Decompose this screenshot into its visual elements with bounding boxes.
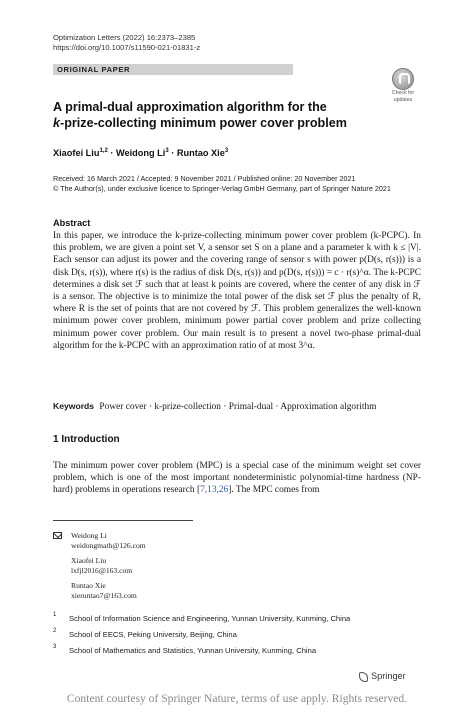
paper-title	[53, 99, 383, 131]
contact-name: Weidong Li	[71, 531, 107, 540]
contact-email[interactable]: weidongmath@126.com	[71, 541, 146, 550]
affiliation-text: School of Mathematics and Statistics, Yunnan University, Kunming, China	[69, 646, 317, 655]
check-for-updates-badge[interactable]	[388, 68, 418, 102]
article-type-bar	[53, 64, 293, 75]
title-line-2	[53, 115, 383, 131]
affiliation-number: 3	[53, 644, 57, 650]
intro-text-after: ]. The MPC comes from	[228, 485, 320, 496]
section-heading: 1 Introduction	[53, 434, 120, 445]
envelope-icon	[53, 532, 62, 539]
author-name[interactable]: Weidong Li	[115, 148, 166, 159]
author-list	[53, 148, 228, 158]
contact-name: Runtao Xie	[71, 581, 106, 590]
author-separator: ·	[107, 148, 116, 159]
contact-entry	[71, 531, 221, 551]
author-name[interactable]: Xiaofei Liu	[53, 148, 100, 159]
author-affiliation-marker: 3	[165, 148, 169, 154]
contact-entry	[71, 581, 221, 601]
contact-email[interactable]: xieruntao7@163.com	[71, 591, 137, 600]
title-k: k	[53, 116, 61, 130]
intro-text-before: The minimum power cover problem (MPC) is a special case of the minimum weight set cover problem, which is one of the most important nondeterministic polynomial-time hardness (NP-hard) problems in operations research [	[53, 461, 421, 496]
keywords	[53, 401, 433, 412]
affiliation-text: School of EECS, Peking University, Beijing, China	[69, 630, 237, 639]
publication-dates	[53, 174, 433, 194]
article-type-label: ORIGINAL PAPER	[57, 65, 131, 74]
badge-text-line2: updates	[393, 96, 413, 103]
badge-text-line1: Check for	[391, 90, 415, 96]
copyright-line: © The Author(s), under exclusive licence to Springer-Verlag GmbH Germany, part of Springer Nature 2021	[53, 184, 391, 193]
journal-citation: Optimization Letters (2022) 16:2373–2385	[53, 33, 196, 42]
doi-link[interactable]: https://doi.org/10.1007/s11590-021-01831-z	[53, 43, 201, 52]
contact-name: Xiaofei Liu	[71, 556, 107, 565]
citation-links[interactable]: 7,13,26	[200, 485, 229, 496]
keywords-label: Keywords	[53, 401, 95, 411]
affiliation-number: 2	[53, 628, 57, 634]
keywords-text: Power cover · k-prize-collection · Primal-dual · Approximation algorithm	[99, 402, 377, 412]
title-line-1: A primal-dual approximation algorithm for the	[53, 100, 327, 114]
bookmark-icon	[392, 68, 414, 90]
footnote-divider	[53, 520, 193, 521]
introduction-text	[53, 460, 421, 497]
abstract-text: In this paper, we introduce the k-prize-collecting minimum power cover problem (k-PCPC). In this problem, we are given a point set V, a sensor set S on a plane and a parameter k with k ≤ |V|. Each sensor can adjust its power and the covering range of sensor s with power p(D(s, r(s))) is a disk D(s, r(s)), where r(s) is the radius of disk D(s, r(s)) and p(D(s, r(s))) = c · r(s)^α. The k-PCPC determines a disk set ℱ such that at least k points are covered, where the center of any disk in ℱ is a sensor. The objective is to minimize the total power of the disk set ℱ plus the penalty of R, where R is the set of points that are not covered by ℱ. This problem generalizes the well-known minimum power cover problem, minimum power partial cover problem and prize collecting minimum power cover problem. Our main result is to present a novel two-phase primal-dual algorithm for the k-PCPC with an approximation ratio of at most 3^α.	[53, 231, 421, 351]
author-separator: ·	[168, 148, 177, 159]
publisher-logo	[371, 671, 406, 681]
received-accepted-line: Received: 16 March 2021 / Accepted: 9 November 2021 / Published online: 20 November 2021	[53, 174, 356, 183]
courtesy-notice: Content courtesy of Springer Nature, terms of use apply. Rights reserved.	[66, 692, 408, 705]
contact-entry	[71, 556, 221, 576]
contact-email[interactable]: lxfjl2016@163.com	[71, 566, 133, 575]
publisher-name: Springer	[371, 671, 406, 681]
author-name[interactable]: Runtao Xie	[176, 148, 225, 159]
affiliation-text: School of Information Science and Engineering, Yunnan University, Kunming, China	[69, 614, 351, 623]
author-affiliation-marker: 1,2	[99, 148, 108, 154]
author-affiliation-marker: 3	[224, 148, 229, 154]
title-line-2-rest: -prize-collecting minimum power cover problem	[60, 116, 347, 130]
abstract-heading: Abstract	[53, 218, 91, 228]
affiliation-number: 1	[53, 612, 57, 618]
springer-horse-icon	[359, 672, 368, 682]
